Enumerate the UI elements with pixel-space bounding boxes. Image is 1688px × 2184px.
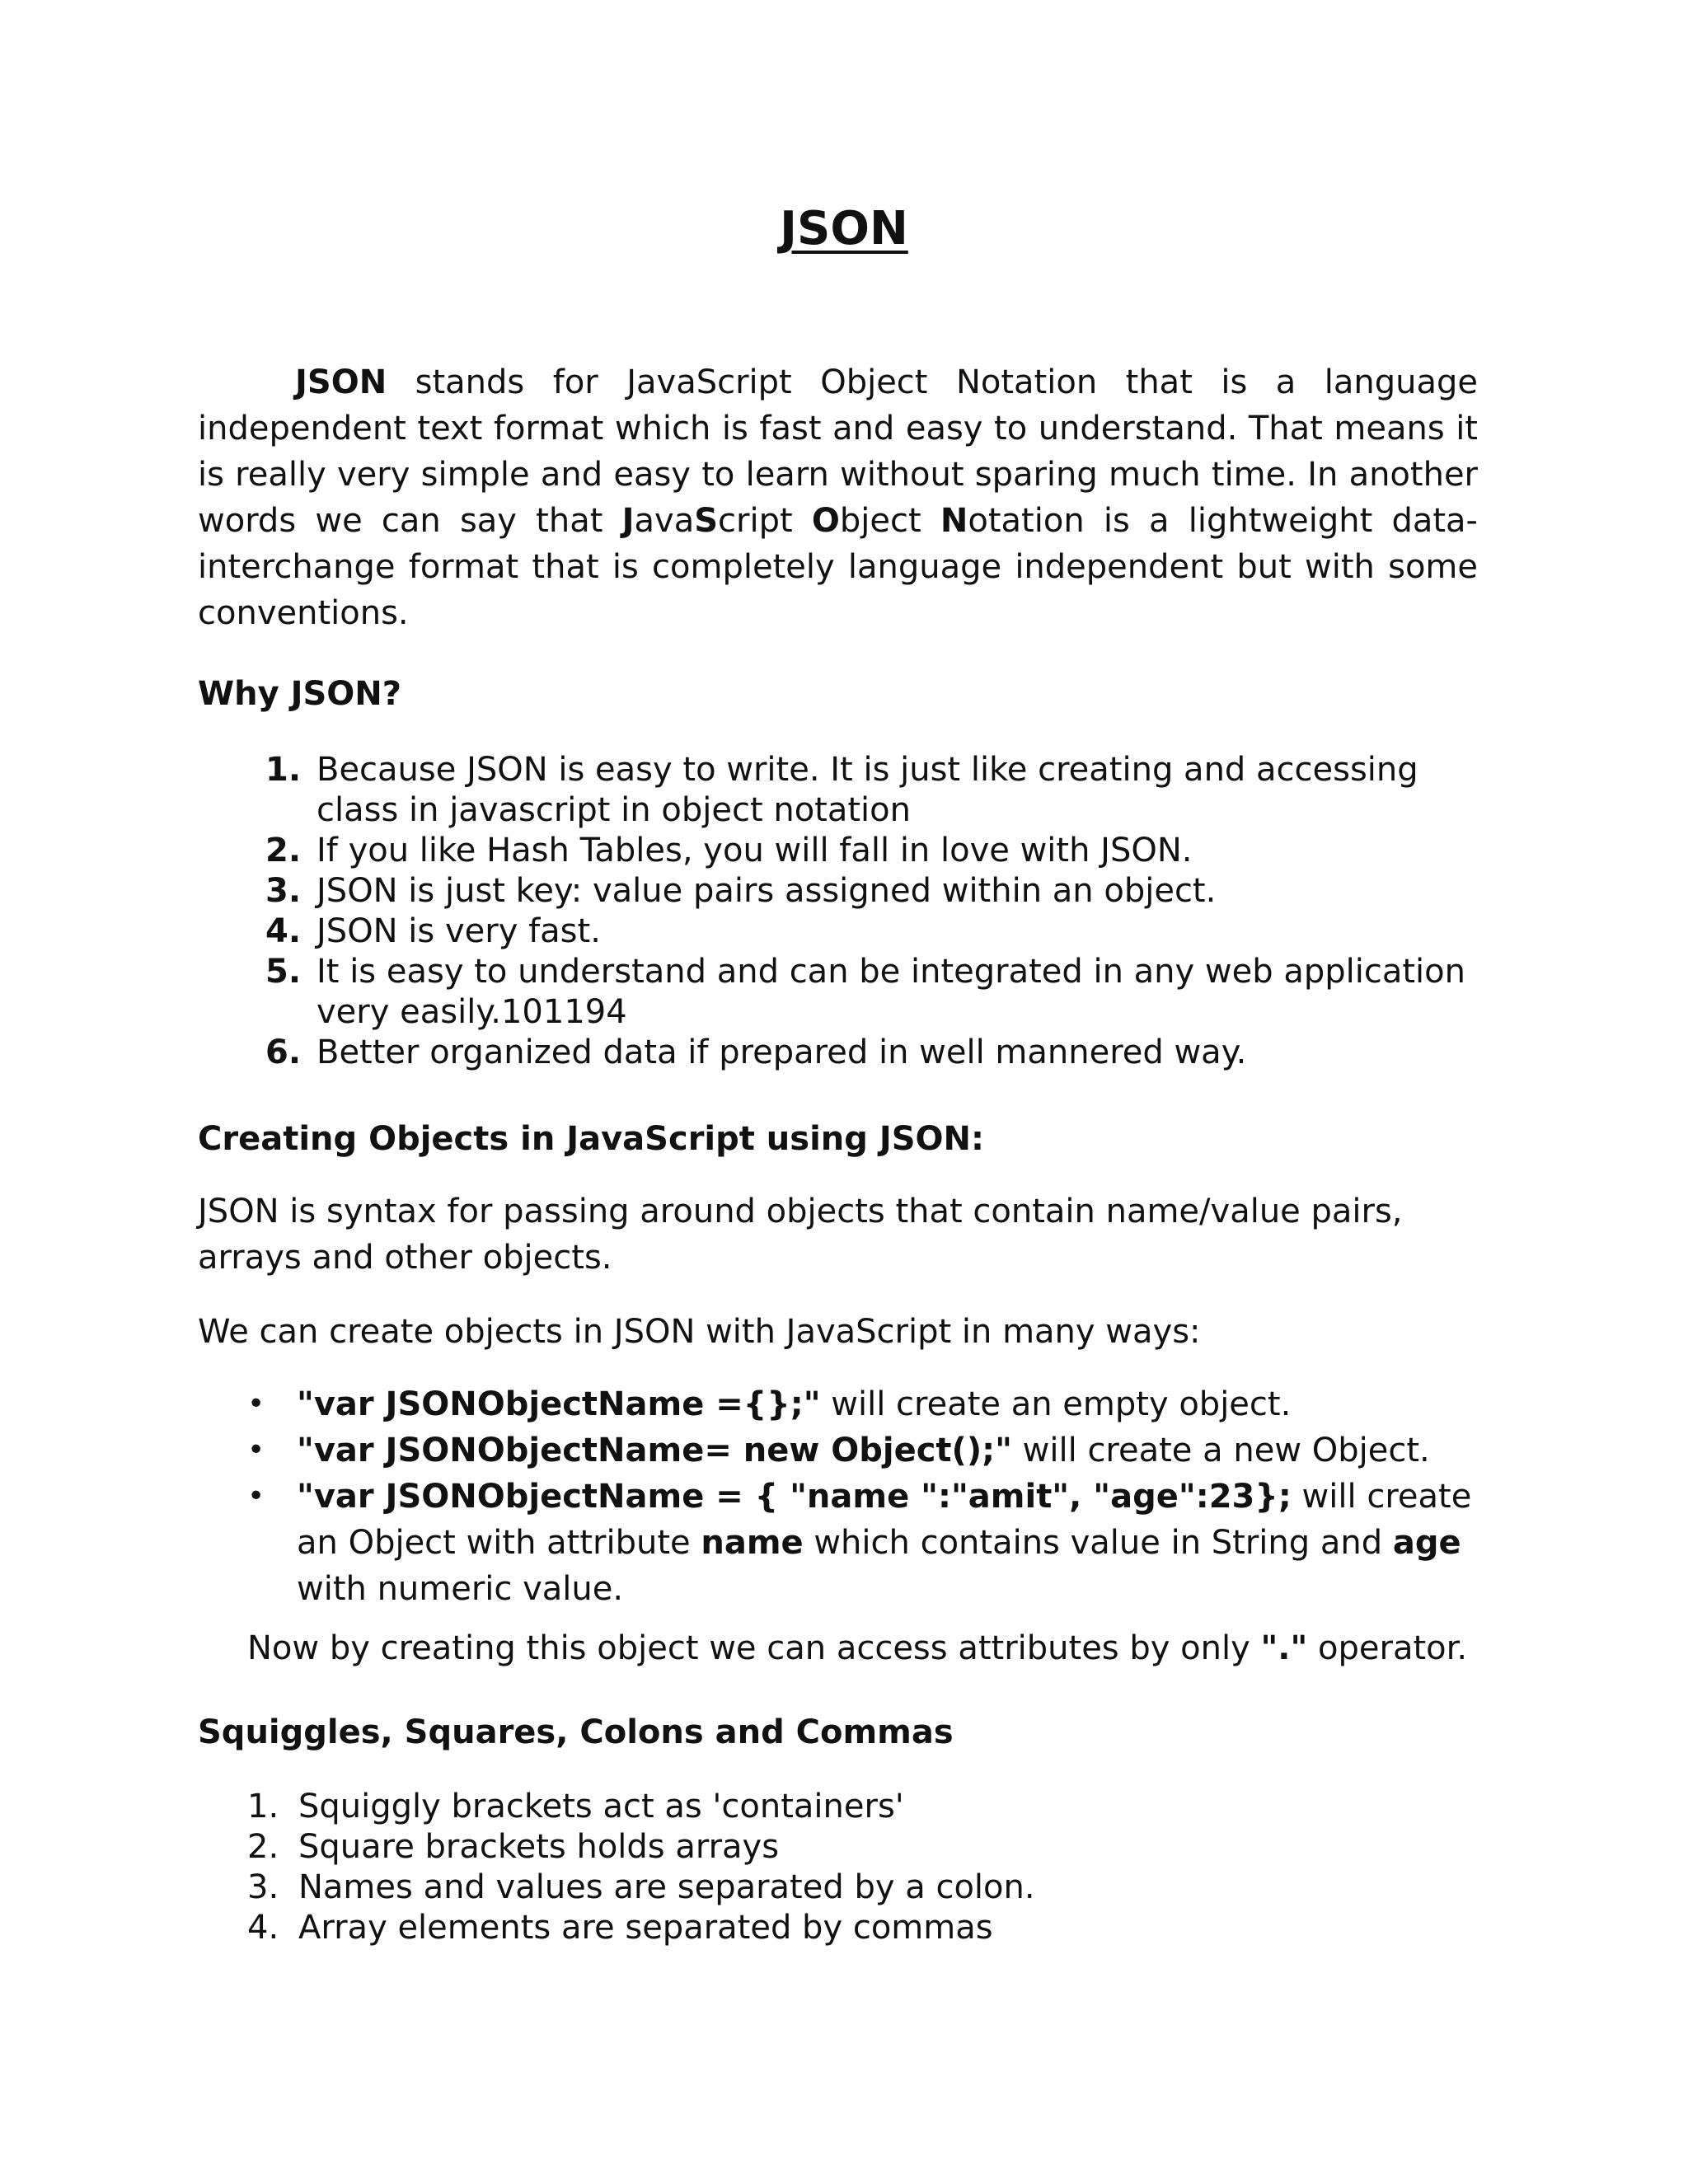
why-json-heading: Why JSON? <box>198 675 401 713</box>
list-item <box>265 912 1485 952</box>
bullet-text: will create a new Object. <box>1011 1432 1430 1469</box>
operator-note-text-1: Now by creating this object we can access attributes by only <box>247 1629 1261 1667</box>
intro-o-bold: O <box>811 502 840 540</box>
intro-n-bold: N <box>940 502 968 540</box>
creating-paragraph-2: We can create objects in JSON with JavaScript in many ways: <box>198 1313 1201 1351</box>
list-item <box>265 952 1485 1033</box>
list-item-text: Square brackets holds arrays <box>298 1828 780 1866</box>
list-item-text: JSON is very fast. <box>316 912 601 950</box>
squiggles-list <box>247 1787 1467 1948</box>
list-item-text: Squiggly brackets act as 'containers' <box>298 1788 904 1825</box>
bullet-item <box>247 1381 1484 1427</box>
create-methods-list <box>247 1381 1484 1612</box>
list-number: 2. <box>247 1828 279 1866</box>
bullet-item <box>247 1427 1484 1474</box>
list-item-text: Array elements are separated by commas <box>298 1909 993 1947</box>
dot-operator-bold: "." <box>1260 1629 1308 1667</box>
bullet-icon: • <box>247 1387 265 1421</box>
creating-objects-heading: Creating Objects in JavaScript using JSON: <box>198 1120 985 1158</box>
list-item <box>247 1827 1467 1868</box>
intro-s-bold: S <box>694 502 719 540</box>
list-number: 4. <box>265 912 302 950</box>
bullet-text: will create an Object with attribute <box>297 1478 1472 1562</box>
list-number: 1. <box>265 751 302 789</box>
list-item <box>265 750 1485 831</box>
creating-paragraph-1: JSON is syntax for passing around objects that contain name/value pairs, arrays and other objects. <box>198 1193 1403 1277</box>
list-item <box>247 1868 1467 1908</box>
list-number: 3. <box>247 1868 279 1906</box>
intro-bject: bject <box>839 502 940 540</box>
intro-cript: cript <box>718 502 812 540</box>
list-item-text: Names and values are separated by a colon. <box>298 1868 1035 1906</box>
list-item <box>247 1787 1467 1827</box>
bullet-text: with numeric value. <box>297 1570 624 1608</box>
list-item <box>265 831 1485 871</box>
list-number: 2. <box>265 832 302 869</box>
operator-note <box>247 1625 1533 1671</box>
intro-paragraph <box>198 359 1478 636</box>
list-item <box>265 871 1485 912</box>
list-item <box>247 1908 1467 1948</box>
intro-lead-bold: JSON <box>295 363 387 401</box>
list-item <box>265 1033 1485 1073</box>
intro-ava: ava <box>634 502 695 540</box>
code-snippet-new-object: "var JSONObjectName= new Object();" <box>297 1432 1012 1469</box>
code-snippet-empty: "var JSONObjectName ={};" <box>297 1385 821 1423</box>
list-number: 6. <box>265 1033 302 1071</box>
code-snippet-attributes: "var JSONObjectName = { "name ":"amit", "age":23}; <box>297 1478 1292 1516</box>
list-item-text: Better organized data if prepared in well mannered way. <box>316 1033 1247 1071</box>
why-json-list <box>265 750 1485 1073</box>
bullet-icon: • <box>247 1479 265 1513</box>
list-item-text: Because JSON is easy to write. It is just like creating and accessing class in javascript in object notation <box>316 751 1418 829</box>
attribute-age-bold: age <box>1392 1524 1461 1562</box>
list-number: 5. <box>265 953 302 991</box>
list-number: 1. <box>247 1788 279 1825</box>
operator-note-text-2: operator. <box>1307 1629 1468 1667</box>
bullet-text: which contains value in String and <box>803 1524 1393 1562</box>
list-item-text: It is easy to understand and can be integrated in any web application very easily.101194 <box>316 953 1465 1031</box>
intro-text-1: stands for JavaScript Object Notation that is a language independent text format which is fast and easy to understand. That means it is really very simple and easy to learn without sparing much time. In another words we can say that <box>198 363 1478 540</box>
page-title: JSON <box>780 202 908 255</box>
intro-text-2: otation is a lightweight data-interchange format that is completely language independent but with some conventions. <box>198 502 1478 632</box>
list-number: 3. <box>265 872 302 910</box>
intro-j-bold: J <box>621 502 635 540</box>
bullet-text: will create an empty object. <box>820 1385 1292 1423</box>
list-item-text: If you like Hash Tables, you will fall in love with JSON. <box>316 832 1193 869</box>
bullet-icon: • <box>247 1433 265 1467</box>
list-number: 4. <box>247 1909 279 1947</box>
bullet-item <box>247 1474 1484 1612</box>
attribute-name-bold: name <box>701 1524 804 1562</box>
list-item-text: JSON is just key: value pairs assigned within an object. <box>316 872 1217 910</box>
squiggles-heading: Squiggles, Squares, Colons and Commas <box>198 1713 954 1751</box>
